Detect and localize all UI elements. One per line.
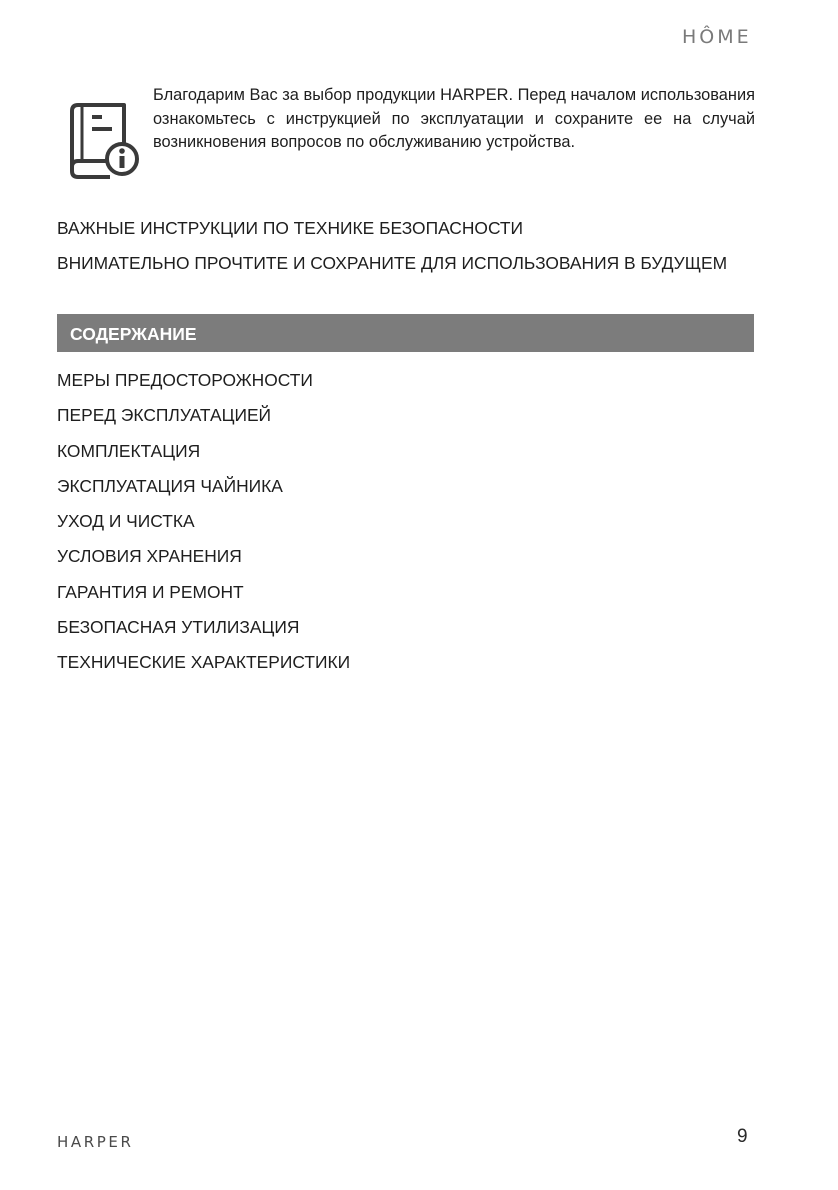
home-logo: HÔME bbox=[682, 26, 752, 48]
toc-item[interactable]: БЕЗОПАСНАЯ УТИЛИЗАЦИЯ bbox=[57, 617, 300, 638]
page-number: 9 bbox=[737, 1126, 748, 1147]
manual-info-icon bbox=[66, 101, 142, 181]
toc-item[interactable]: ПЕРЕД ЭКСПЛУАТАЦИЕЙ bbox=[57, 405, 272, 426]
toc-item[interactable]: ЭКСПЛУАТАЦИЯ ЧАЙНИКА bbox=[57, 475, 283, 496]
toc-item[interactable]: УХОД И ЧИСТКА bbox=[57, 511, 195, 532]
intro-text: Благодарим Вас за выбор продукции HARPER. Перед началом использования ознакомьтесь с инструкцией по эксплуатации и сохраните ее на случай возникновения вопросов по обслуживанию устройства. bbox=[153, 86, 755, 151]
brand-logo: HARPER bbox=[57, 1133, 134, 1151]
toc-title: СОДЕРЖАНИЕ bbox=[70, 324, 197, 344]
toc-item[interactable]: МЕРЫ ПРЕДОСТОРОЖНОСТИ bbox=[57, 370, 313, 390]
toc-item[interactable]: ТЕХНИЧЕСКИЕ ХАРАКТЕРИСТИКИ bbox=[57, 652, 351, 673]
toc-header-bar bbox=[57, 314, 754, 352]
toc-item[interactable]: КОМПЛЕКТАЦИЯ bbox=[57, 440, 201, 461]
toc-item[interactable]: УСЛОВИЯ ХРАНЕНИЯ bbox=[57, 546, 242, 567]
safety-title: ВАЖНЫЕ ИНСТРУКЦИИ ПО ТЕХНИКЕ БЕЗОПАСНОСТИ bbox=[57, 218, 524, 238]
toc-item[interactable]: ГАРАНТИЯ И РЕМОНТ bbox=[57, 581, 244, 602]
toc-list bbox=[57, 369, 350, 687]
safety-note: ВНИМАТЕЛЬНО ПРОЧТИТЕ И СОХРАНИТЕ ДЛЯ ИСПОЛЬЗОВАНИЯ В БУДУЩЕМ bbox=[57, 253, 728, 273]
